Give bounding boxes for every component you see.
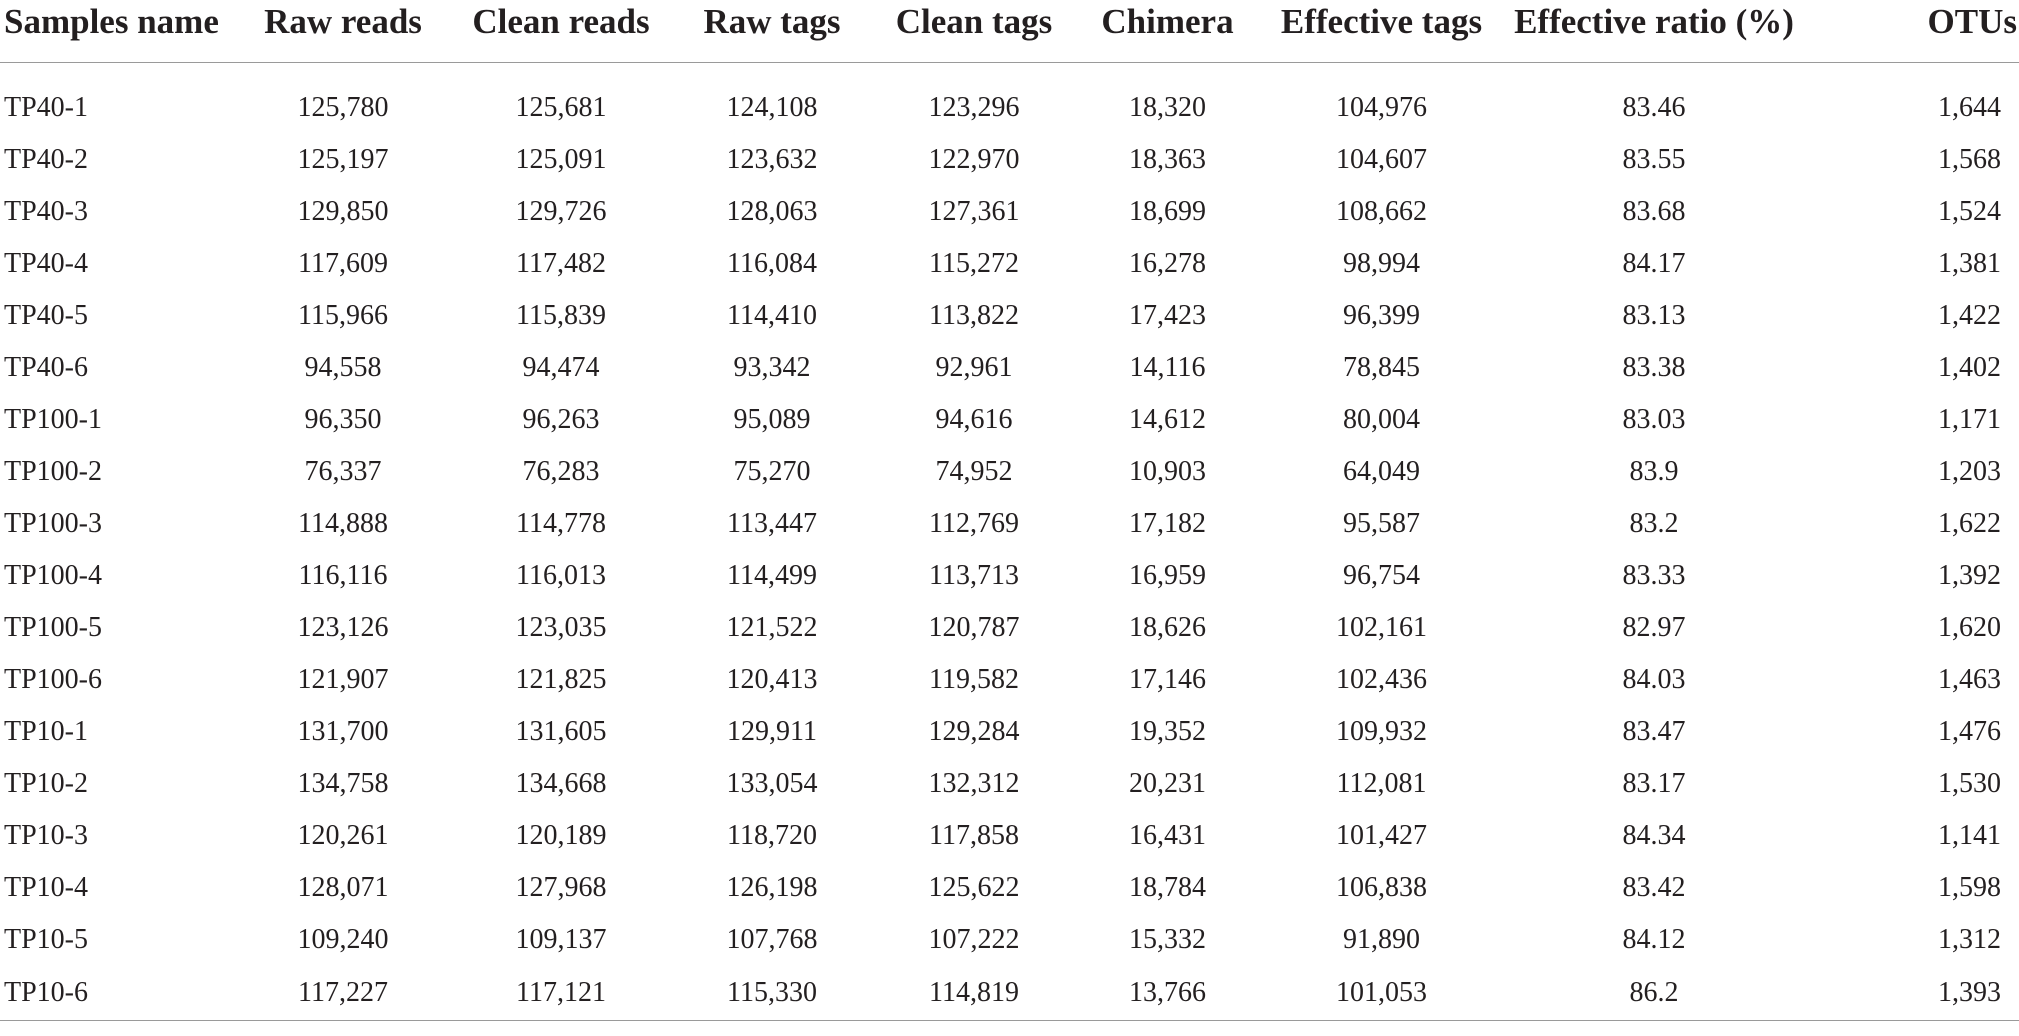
column-header: Clean tags [868,0,1080,63]
table-cell: 1,422 [1938,300,2001,331]
column-header: Raw tags [676,0,868,63]
table-cell: 121,907 [297,664,389,695]
table-cell: 120,787 [928,612,1020,643]
table-cell: 76,337 [304,456,382,487]
table-cell: 83.17 [1622,768,1686,799]
table-cell: 96,263 [522,404,600,435]
table-cell: 1,141 [1938,820,2001,851]
table-cell: 95,089 [733,404,811,435]
table-cell: 16,431 [1129,820,1206,851]
table-cell: 1,171 [1938,404,2001,435]
sample-name-cell: TP100-5 [4,612,102,643]
table-cell: 83.2 [1629,508,1679,539]
table-row [0,394,2019,446]
table-cell: 114,410 [727,300,817,331]
column-header: Effective ratio (%) [1508,0,1800,63]
column-header: Raw reads [240,0,446,63]
table-cell: 83.33 [1622,560,1686,591]
header-row [0,0,2019,63]
table-cell: 64,049 [1343,456,1420,487]
sample-name-cell: TP40-2 [4,144,88,175]
sample-name-cell: TP10-2 [4,768,88,799]
table-cell: 74,952 [935,456,1013,487]
table-row [0,82,2019,134]
table-cell: 129,284 [928,716,1020,747]
table-cell: 125,780 [297,92,389,123]
table-cell: 133,054 [726,768,818,799]
sample-name-cell: TP100-2 [4,456,102,487]
table-cell: 113,822 [929,300,1019,331]
table-cell: 10,903 [1129,456,1206,487]
table-cell: 76,283 [522,456,600,487]
table-cell: 17,146 [1129,664,1206,695]
table-cell: 83.38 [1622,352,1686,383]
table-cell: 17,182 [1129,508,1206,539]
table-cell: 126,198 [726,872,818,903]
table-cell: 94,558 [304,352,382,383]
table-cell: 83.68 [1622,196,1686,227]
table-cell: 83.47 [1622,716,1686,747]
column-header: Samples name [0,0,240,63]
table-cell: 109,240 [297,924,389,955]
table-cell: 1,568 [1938,144,2001,175]
table-cell: 98,994 [1343,248,1420,279]
table-cell: 1,393 [1800,966,2019,1021]
table-row [0,966,2019,1021]
table-cell: 134,758 [297,768,389,799]
table-cell: 132,312 [928,768,1020,799]
table-row [0,862,2019,914]
table-cell: 122,970 [928,144,1020,175]
table-cell: 109,137 [515,924,607,955]
sample-name-cell: TP10-4 [4,872,88,903]
table-cell: 20,231 [1129,768,1206,799]
table-cell: 114,888 [298,508,388,539]
table-cell: 128,071 [297,872,389,903]
table-cell: 19,352 [1129,716,1206,747]
sample-name-cell: TP40-5 [4,300,88,331]
table-cell: 116,116 [298,560,388,591]
table-cell: 1,203 [1938,456,2001,487]
table-cell: 125,091 [515,144,607,175]
table-cell: 118,720 [727,820,817,851]
table-row [0,134,2019,186]
table-cell: 80,004 [1343,404,1420,435]
table-cell: 16,959 [1129,560,1206,591]
table-cell: 121,522 [726,612,818,643]
table-cell: 101,427 [1336,820,1427,851]
table-cell: 1,476 [1938,716,2001,747]
table-cell: 121,825 [515,664,607,695]
table-cell: 83.46 [1622,92,1686,123]
table-cell: 129,726 [515,196,607,227]
table-cell: 84.34 [1622,820,1686,851]
table-row [0,654,2019,706]
sample-name-cell: TP40-4 [4,248,88,279]
spacer-row [0,63,2019,83]
table-cell: 93,342 [733,352,811,383]
table-cell: 84.03 [1622,664,1686,695]
table-cell: 128,063 [726,196,818,227]
table-cell: 104,976 [1336,92,1427,123]
sample-name-cell: TP100-4 [4,560,102,591]
table-row [0,290,2019,342]
table-cell: 117,858 [929,820,1019,851]
table-cell: 94,474 [522,352,600,383]
table-row [0,238,2019,290]
table-cell: 78,845 [1343,352,1420,383]
table-cell: 84.12 [1622,924,1686,955]
sample-name-cell: TP100-6 [4,664,102,695]
table-row [0,342,2019,394]
table-cell: 109,932 [1336,716,1427,747]
table-cell: 1,402 [1938,352,2001,383]
table-body [0,63,2019,1021]
table-cell: 13,766 [1080,966,1255,1021]
table-cell: 96,399 [1343,300,1420,331]
table-cell: 1,524 [1938,196,2001,227]
sample-name-cell: TP10-1 [4,716,88,747]
table-cell: 83.9 [1629,456,1679,487]
table-cell: 83.55 [1622,144,1686,175]
table-row [0,758,2019,810]
table-cell: 16,278 [1129,248,1206,279]
table-cell: 1,312 [1938,924,2001,955]
table-cell: 127,361 [928,196,1020,227]
table-cell: 115,966 [298,300,388,331]
table-cell: 123,126 [297,612,389,643]
table-cell: 117,609 [298,248,388,279]
sample-name-cell: TP100-3 [4,508,102,539]
table-cell: 18,320 [1129,92,1206,123]
table-cell: 1,622 [1938,508,2001,539]
column-header: Effective tags [1255,0,1508,63]
table-cell: 125,681 [515,92,607,123]
table-cell: 82.97 [1622,612,1686,643]
table-cell: 112,081 [1336,768,1427,799]
table-cell: 112,769 [929,508,1019,539]
table-cell: 14,116 [1129,352,1206,383]
sample-name-cell: TP40-6 [4,352,88,383]
table-cell: 108,662 [1336,196,1427,227]
table-cell: 15,332 [1129,924,1206,955]
table-cell: 127,968 [515,872,607,903]
table-cell: 1,530 [1938,768,2001,799]
table-cell: 123,296 [928,92,1020,123]
table-cell: 94,616 [935,404,1013,435]
table-cell: 1,620 [1938,612,2001,643]
table-cell: 115,839 [516,300,606,331]
table-cell: 113,713 [929,560,1019,591]
table-cell: 14,612 [1129,404,1206,435]
table-row [0,550,2019,602]
table-cell: 116,013 [516,560,606,591]
table-cell: 116,084 [727,248,817,279]
table-cell: 125,197 [297,144,389,175]
table-cell: 120,189 [515,820,607,851]
table-cell: 131,605 [515,716,607,747]
table-cell: 1,644 [1938,92,2001,123]
table-cell: 75,270 [733,456,811,487]
table-cell: 18,699 [1129,196,1206,227]
table-cell: 1,392 [1938,560,2001,591]
table-cell: 84.17 [1622,248,1686,279]
table-cell: 106,838 [1336,872,1427,903]
table-row [0,706,2019,758]
table-cell: 83.03 [1622,404,1686,435]
table-row [0,602,2019,654]
table-cell: 114,778 [516,508,606,539]
table-cell: 119,582 [929,664,1019,695]
column-header: Clean reads [446,0,676,63]
table-cell: 113,447 [727,508,817,539]
sample-name-cell: TP10-5 [4,924,88,955]
table-row [0,446,2019,498]
sample-name-cell: TP100-1 [4,404,102,435]
table-cell: 91,890 [1343,924,1420,955]
table-cell: 104,607 [1336,144,1427,175]
table-cell: 114,819 [868,966,1080,1021]
sample-name-cell: TP10-3 [4,820,88,851]
table-cell: 96,350 [304,404,382,435]
table-row [0,914,2019,966]
table-cell: 129,850 [297,196,389,227]
table-cell: 123,035 [515,612,607,643]
sample-name-cell: TP40-3 [4,196,88,227]
table-cell: 96,754 [1343,560,1420,591]
column-header: OTUs [1800,0,2019,63]
table-cell: 18,363 [1129,144,1206,175]
table-cell: 115,330 [676,966,868,1021]
table-cell: 107,768 [726,924,818,955]
table-row [0,810,2019,862]
table-cell: 114,499 [727,560,817,591]
table-cell: 124,108 [726,92,818,123]
table-cell: 102,161 [1336,612,1427,643]
column-header: Chimera [1080,0,1255,63]
sample-name-cell: TP10-6 [0,966,240,1021]
table-row [0,498,2019,550]
table-cell: 129,911 [727,716,817,747]
table-cell: 101,053 [1255,966,1508,1021]
table-cell: 107,222 [928,924,1020,955]
table-cell: 117,227 [240,966,446,1021]
table-cell: 125,622 [928,872,1020,903]
table-cell: 123,632 [726,144,818,175]
table-cell: 131,700 [297,716,389,747]
table-cell: 83.13 [1622,300,1686,331]
table-cell: 134,668 [515,768,607,799]
table-cell: 120,261 [297,820,389,851]
table-cell: 1,381 [1938,248,2001,279]
table-cell: 92,961 [935,352,1013,383]
table-cell: 120,413 [726,664,818,695]
sample-name-cell: TP40-1 [4,92,88,123]
table-cell: 117,121 [446,966,676,1021]
table-cell: 102,436 [1336,664,1427,695]
table-cell: 1,598 [1938,872,2001,903]
table-cell: 117,482 [516,248,606,279]
table-cell: 83.42 [1622,872,1686,903]
table-cell: 18,784 [1129,872,1206,903]
table-cell: 1,463 [1938,664,2001,695]
table-row [0,186,2019,238]
table-cell: 86.2 [1508,966,1800,1021]
table-cell: 115,272 [929,248,1019,279]
table-cell: 17,423 [1129,300,1206,331]
table-cell: 95,587 [1343,508,1420,539]
table-cell: 18,626 [1129,612,1206,643]
